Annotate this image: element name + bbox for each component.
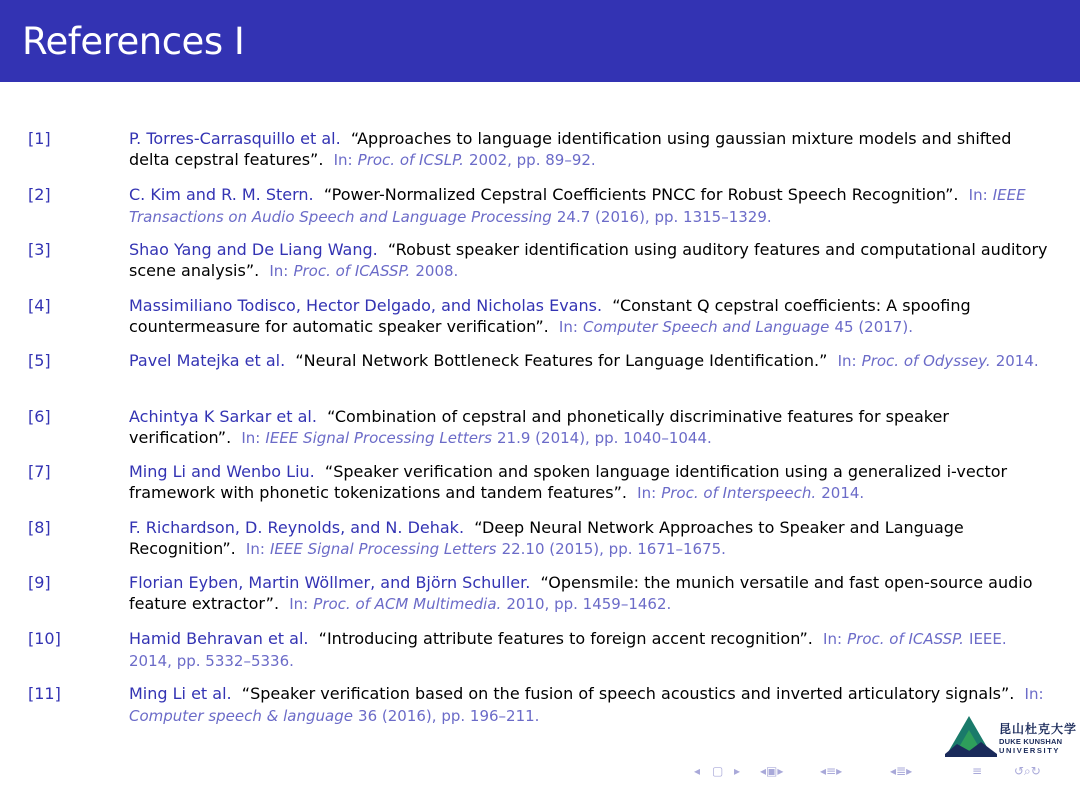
reference-authors: Shao Yang and De Liang Wang.: [129, 240, 378, 259]
reference-details: 21.9 (2014), pp. 1040–1044.: [497, 428, 712, 447]
reference-details: 2008.: [415, 262, 459, 280]
logo-english-line2: UNIVERSITY: [999, 746, 1061, 755]
reference-item: [0, 406, 1080, 462]
reference-details: 2002, pp. 89–92.: [468, 151, 596, 169]
reference-title: “Deep Neural Network Approaches to Speaker and Language Recognition”.: [129, 517, 964, 558]
reference-authors: Ming Li et al.: [129, 684, 232, 703]
reference-text: [129, 295, 1054, 338]
reference-in: In:: [968, 185, 988, 204]
reference-venue: Proc. of Interspeech.: [661, 484, 817, 502]
reference-in: In:: [637, 484, 657, 502]
reference-details: 2014.: [821, 484, 865, 502]
reference-title: “Opensmile: the munich versatile and fast open-source audio feature extractor”.: [129, 573, 1033, 613]
university-logo: [945, 712, 1077, 758]
reference-details: IEEE. 2014, pp. 5332–5336.: [129, 629, 1007, 670]
reference-text: [129, 461, 1054, 504]
nav-section-icon[interactable]: ◂≡▸: [820, 764, 843, 778]
beamer-navigation-bar: [692, 762, 1077, 782]
reference-item: [0, 517, 1080, 573]
reference-item: [0, 184, 1080, 240]
reference-text: [129, 128, 1054, 171]
reference-item: [0, 683, 1080, 739]
reference-number[interactable]: [6]: [28, 406, 51, 426]
reference-title: “Constant Q cepstral coefficients: A spoofing countermeasure for automatic speaker verification”.: [129, 295, 971, 336]
reference-text: [129, 572, 1054, 615]
reference-authors: F. Richardson, D. Reynolds, and N. Dehak.: [129, 517, 465, 537]
reference-authors: Florian Eyben, Martin Wöllmer, and Björn Schuller.: [129, 573, 531, 592]
reference-in: In:: [241, 428, 261, 447]
reference-text: [129, 683, 1054, 727]
reference-venue: Computer Speech and Language: [583, 317, 830, 336]
logo-english-line1: DUKE KUNSHAN: [999, 737, 1063, 746]
reference-number[interactable]: [3]: [28, 240, 51, 259]
reference-title: “Power-Normalized Cepstral Coefficients PNCC for Robust Speech Recognition”.: [323, 184, 959, 204]
reference-item: [0, 461, 1080, 517]
reference-authors: Massimiliano Todisco, Hector Delgado, and Nicholas Evans.: [129, 295, 603, 315]
reference-details: 2010, pp. 1459–1462.: [506, 595, 672, 613]
reference-authors: Achintya K Sarkar et al.: [129, 406, 317, 426]
reference-details: 36 (2016), pp. 196–211.: [358, 707, 540, 725]
reference-venue: Proc. of ICASSP.: [847, 629, 964, 648]
reference-venue: IEEE Transactions on Audio Speech and Language Processing: [129, 185, 1026, 226]
reference-title: “Approaches to language identification using gaussian mixture models and shifted delta cepstral features”.: [129, 129, 1012, 169]
reference-in: In:: [823, 629, 843, 648]
reference-item: [0, 628, 1080, 684]
reference-details: 22.10 (2015), pp. 1671–1675.: [501, 539, 726, 558]
reference-title: “Combination of cepstral and phonetically discriminative features for speaker verification”.: [129, 406, 949, 447]
title-bar: [0, 0, 1080, 82]
reference-authors: Hamid Behravan et al.: [129, 628, 309, 648]
reference-in: In:: [333, 151, 353, 169]
reference-in: In:: [558, 317, 578, 336]
reference-venue: Proc. of ICSLP.: [357, 151, 464, 169]
reference-number[interactable]: [9]: [28, 573, 51, 592]
reference-in: In:: [837, 352, 857, 370]
reference-number[interactable]: [5]: [28, 351, 51, 370]
reference-item: [0, 572, 1080, 628]
reference-details: 24.7 (2016), pp. 1315–1329.: [556, 207, 772, 226]
reference-title: “Speaker verification based on the fusion of speech acoustics and inverted articulatory signals”.: [241, 684, 1015, 703]
reference-number[interactable]: [7]: [28, 462, 51, 481]
nav-right-icon[interactable]: ▸: [734, 764, 741, 778]
reference-number[interactable]: [8]: [28, 517, 51, 537]
reference-list: [0, 128, 1080, 739]
reference-text: [129, 517, 1054, 560]
reference-in: In:: [245, 539, 265, 558]
reference-item: [0, 350, 1080, 406]
reference-venue: Computer speech & language: [129, 707, 353, 725]
reference-authors: Pavel Matejka et al.: [129, 351, 286, 370]
reference-number[interactable]: [4]: [28, 295, 51, 315]
logo-chinese-name: 昆山杜克大学: [999, 722, 1078, 736]
mountain-logo-icon: [945, 712, 999, 758]
nav-toc-icon[interactable]: ≡: [972, 764, 983, 778]
reference-item: [0, 295, 1080, 351]
reference-venue: Proc. of ICASSP.: [293, 262, 411, 280]
reference-text: [129, 184, 1054, 228]
reference-title: “Neural Network Bottleneck Features for Language Identification.”: [295, 351, 828, 370]
reference-venue: IEEE Signal Processing Letters: [265, 428, 492, 447]
reference-title: “Introducing attribute features to foreign accent recognition”.: [318, 628, 813, 648]
reference-number[interactable]: [2]: [28, 184, 51, 204]
reference-venue: Proc. of Odyssey.: [861, 352, 991, 370]
reference-in: In:: [289, 595, 309, 613]
slide-title: References I: [22, 20, 245, 63]
nav-section-icon[interactable]: ◂≣▸: [890, 764, 913, 778]
reference-in: In:: [269, 262, 289, 280]
reference-number[interactable]: [11]: [28, 684, 61, 703]
reference-venue: IEEE Signal Processing Letters: [269, 539, 497, 558]
reference-authors: P. Torres-Carrasquillo et al.: [129, 129, 341, 148]
nav-left-icon[interactable]: ◂: [694, 764, 701, 778]
reference-details: 2014.: [995, 352, 1039, 370]
nav-search-icon[interactable]: ↺⌕↻: [1014, 764, 1041, 778]
reference-authors: Ming Li and Wenbo Liu.: [129, 462, 315, 481]
reference-text: [129, 406, 1054, 449]
reference-item: [0, 239, 1080, 295]
reference-number[interactable]: [1]: [28, 129, 51, 148]
reference-item: [0, 128, 1080, 184]
reference-in: In:: [1024, 685, 1044, 703]
reference-title: “Speaker verification and spoken language identification using a generalized i-vector framework with phonetic tokenizations and tandem features”.: [129, 462, 1008, 502]
reference-text: [129, 350, 1054, 372]
reference-venue: Proc. of ACM Multimedia.: [313, 595, 502, 613]
reference-authors: C. Kim and R. M. Stern.: [129, 184, 314, 204]
reference-number[interactable]: [10]: [28, 628, 61, 648]
reference-text: [129, 628, 1054, 672]
reference-details: 45 (2017).: [834, 317, 913, 336]
reference-text: [129, 239, 1054, 282]
nav-frame-icon[interactable]: ▢: [712, 764, 724, 778]
reference-title: “Robust speaker identification using auditory features and computational auditory scene analysis”.: [129, 240, 1048, 280]
nav-subsection-icon[interactable]: ◂▣▸: [760, 764, 784, 778]
